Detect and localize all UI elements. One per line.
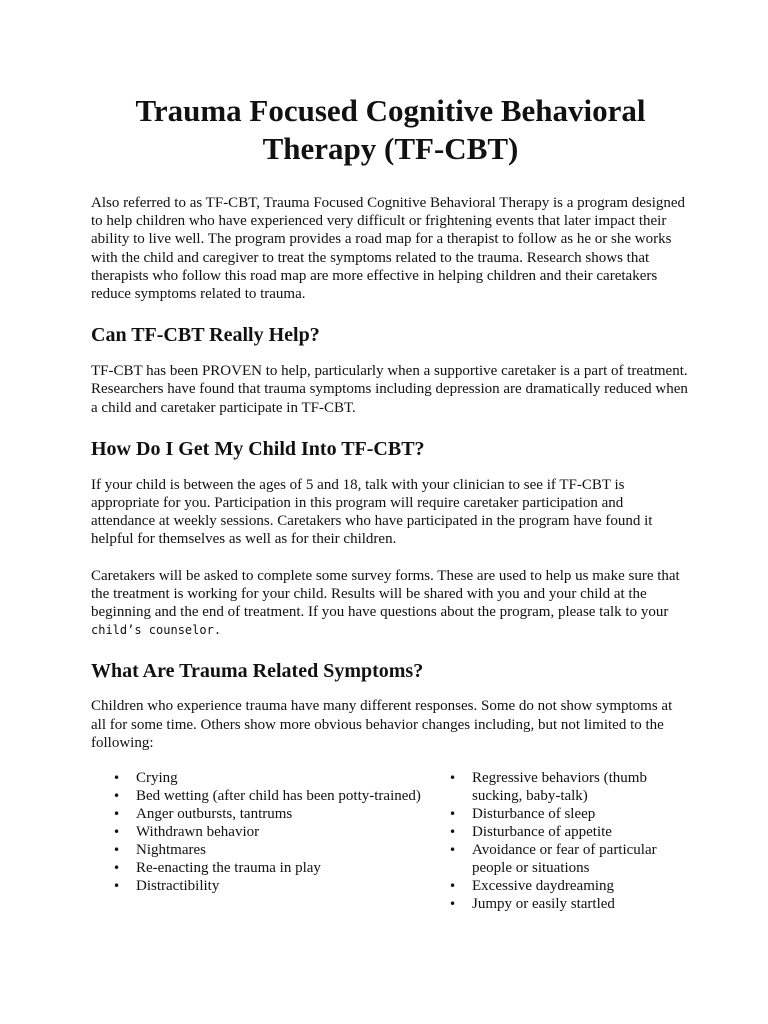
section-can-help-body: TF-CBT has been PROVEN to help, particularly when a supportive caretaker is a part of treatment. Researchers have found that trauma symptoms including depression are dramatically reduced when a child and caretaker participate in TF-CBT.	[91, 363, 688, 416]
symptom-lists	[91, 769, 690, 913]
section-get-child-para-2-text: Caretakers will be asked to complete some survey forms. These are used to help us make sure that the treatment is working for your child. Results will be shared with you and your child at the beginning and the end of treatment. If you have questions about the program, please talk to your	[91, 567, 680, 621]
list-item: • Bed wetting (after child has been potty-trained)	[91, 787, 429, 805]
list-item: • Disturbance of sleep	[427, 805, 657, 823]
symptom-list-right	[427, 769, 657, 913]
list-item: • Avoidance or fear of particular people or situations	[427, 841, 657, 877]
intro-paragraph: Also referred to as TF-CBT, Trauma Focused Cognitive Behavioral Therapy is a program designed to help children who have experienced very difficult or frightening events that later impact their ability to live well. The program provides a road map for a therapist to follow as he or she works with the child and caregiver to treat the symptoms related to the trauma. Research shows that therapists who follow this road map are more effective in helping children and their caretakers reduce symptoms related to trauma.	[91, 195, 686, 303]
section-get-child-para-1: If your child is between the ages of 5 and 18, talk with your clinician to see if TF-CBT is appropriate for you. Participation in this program will require caretaker participation and attendance at weekly sessions. Caretakers who have participated in the program have found it helpful for themselves as well as for their children.	[91, 476, 653, 548]
section-heading-get-child-into: How Do I Get My Child Into TF-CBT?	[91, 437, 425, 460]
section-heading-symptoms: What Are Trauma Related Symptoms?	[91, 660, 424, 683]
list-item: • Nightmares	[91, 841, 429, 859]
list-item: • Distractibility	[91, 877, 429, 895]
list-item: • Excessive daydreaming	[427, 877, 657, 895]
list-item: • Jumpy or easily startled	[427, 895, 657, 913]
list-item: • Regressive behaviors (thumb sucking, baby-talk)	[427, 769, 657, 805]
list-item: • Anger outbursts, tantrums	[91, 805, 429, 823]
section-get-child-para-2	[91, 567, 690, 640]
symptom-list-left	[91, 769, 429, 913]
title-line-2: Therapy (TF-CBT)	[262, 131, 519, 166]
list-item: • Disturbance of appetite	[427, 823, 657, 841]
section-get-child-para-2-tail: child’s counselor.	[91, 623, 222, 638]
list-item: • Withdrawn behavior	[91, 823, 429, 841]
title-line-1: Trauma Focused Cognitive Behavioral	[135, 93, 646, 128]
list-item: • Re-enacting the trauma in play	[91, 859, 429, 877]
list-item: • Crying	[91, 769, 429, 787]
page-title	[91, 92, 690, 168]
section-symptoms-body: Children who experience trauma have many different responses. Some do not show symptoms at all for some time. Others show more obvious behavior changes including, but not limited to the following:	[91, 698, 673, 751]
section-heading-can-help: Can TF-CBT Really Help?	[91, 324, 320, 347]
